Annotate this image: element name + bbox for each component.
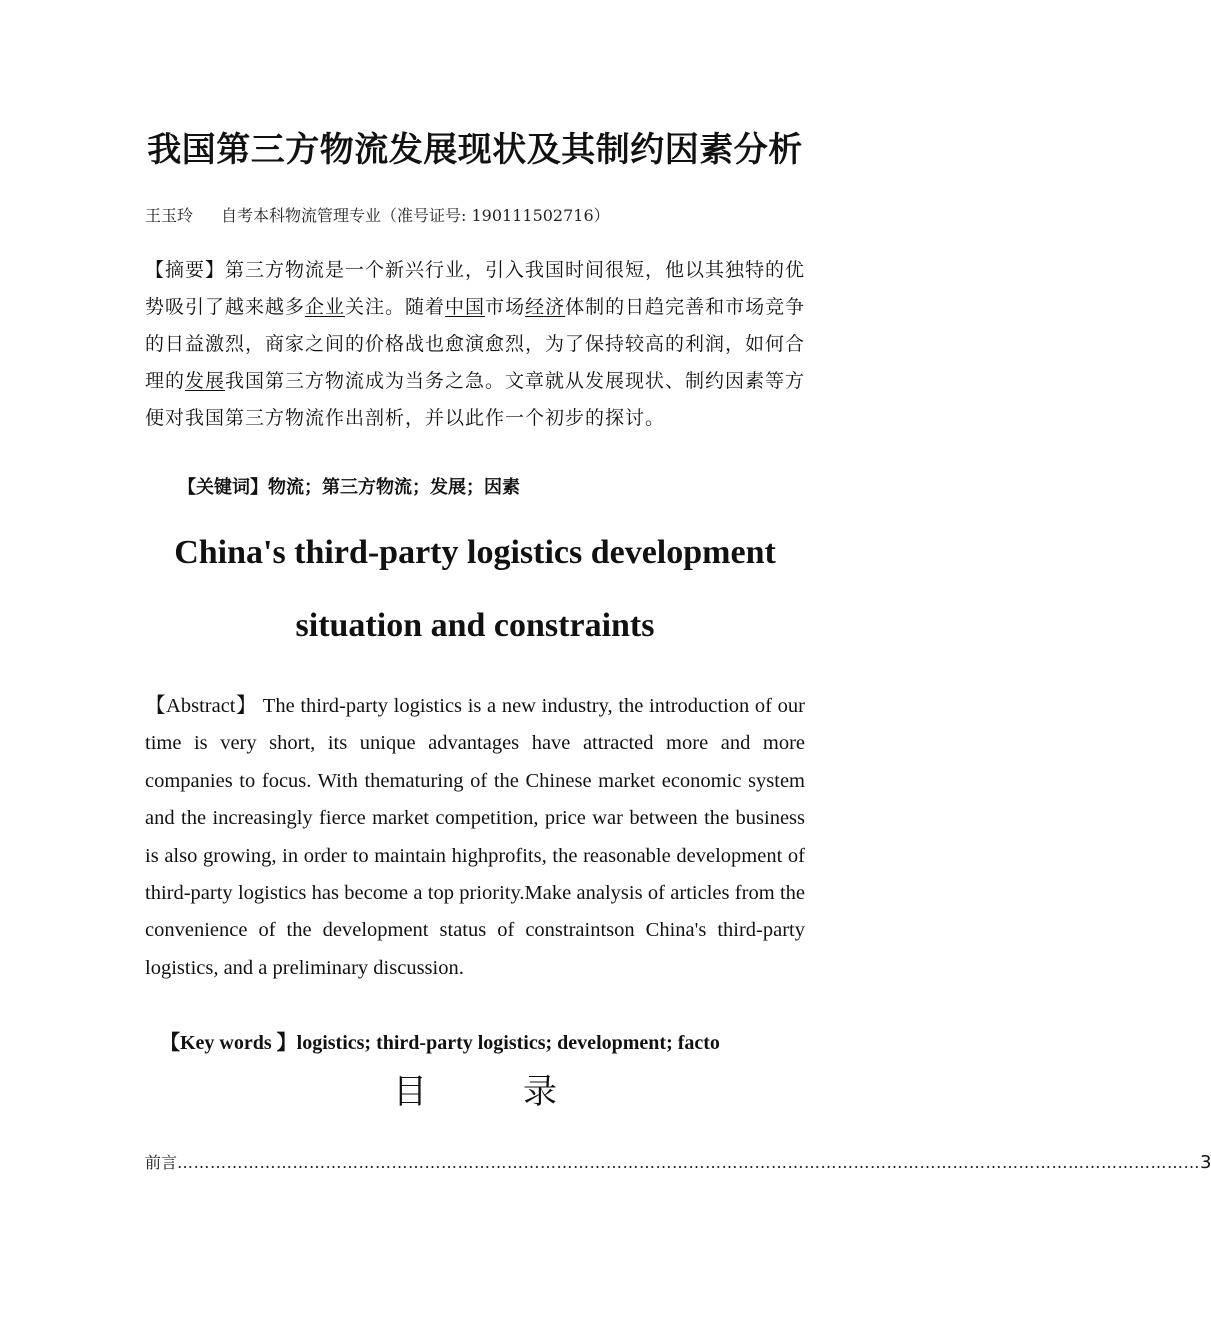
abstract-cn-body — [145, 259, 805, 429]
abstract-cn-underlined-term: 中国 — [445, 296, 486, 318]
abstract-en-body: The third-party logistics is a new industry, the introduction of our time is very short, its unique advantages have attracted more and more companies to focus. With thematuring of the Chinese market economic system and the increasingly fierce market competition, price war between the business is also growing, in order to maintain highprofits, the reasonable development of third-party logistics has become a top priority.Make analysis of articles from the convenience of the development status of constraintson China's third-party logistics, and a preliminary discussion. — [145, 695, 806, 979]
toc-title — [0, 1068, 950, 1116]
author-line — [145, 203, 610, 229]
abstract-cn-underlined-term: 发展 — [185, 370, 226, 392]
abstract-cn-label: 【摘要】 — [145, 259, 226, 281]
abstract-cn-text: 关注。随着 — [345, 296, 446, 318]
toc-entry[interactable] — [145, 1150, 1211, 1176]
author-affiliation: 自考本科物流管理专业（准号证号: 190111502716） — [221, 206, 610, 225]
author-name: 王玉玲 — [145, 206, 194, 225]
toc-title-char-1: 目 — [393, 1072, 427, 1112]
abstract-cn-text: 我国第三方物流成为当务之急。文章就从发展现状、制约因素等方便对我国第三方物流作出剖析，并以此作一个初步的探讨。 — [145, 370, 806, 429]
abstract-cn-underlined-term: 经济 — [525, 296, 566, 318]
abstract-cn-text: 体制的日趋完善和市场竞争的日益激烈，商家之间的价格战也愈演愈烈，为了保持较高的利润，如何合理的 — [145, 296, 806, 392]
toc-title-char-2: 录 — [523, 1072, 557, 1112]
abstract-en-label: 【Abstract】 — [145, 695, 258, 717]
abstract-cn-text: 市场 — [485, 296, 526, 318]
abstract-en — [145, 688, 805, 987]
toc-entry-label: 前言 — [145, 1153, 178, 1172]
keywords-en: 【Key words 】logistics; third-party logistics; development; facto — [160, 1032, 720, 1054]
abstract-cn-underlined-term: 企业 — [305, 296, 346, 318]
abstract-cn — [145, 252, 810, 437]
toc-entry-page: 3 — [1200, 1152, 1211, 1173]
document-title-en-line1: China's third-party logistics development — [174, 534, 776, 571]
document-title-cn: 我国第三方物流发展现状及其制约因素分析 — [147, 130, 803, 170]
document-title-en-line2: situation and constraints — [295, 607, 655, 644]
keywords-cn: 【关键词】物流；第三方物流；发展；因素 — [178, 477, 520, 498]
toc-leader-dots: …………………………………………………………………………………………………………………………………………………………………… — [177, 1153, 1201, 1172]
abstract-cn-text: 第三方物流是一个新兴行业，引入我国时间很短，他以其独特的优势吸引了越来越多 — [145, 259, 806, 318]
